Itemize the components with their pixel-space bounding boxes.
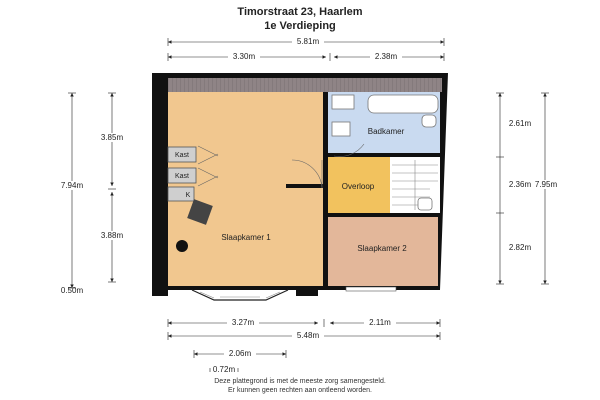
dim-top-right: 2.38m — [374, 52, 398, 61]
roof-strip — [168, 78, 442, 92]
dim-left-lower: 3.88m — [100, 231, 124, 240]
building — [152, 73, 448, 300]
dim-right-upper: 2.61m — [508, 119, 532, 128]
label-meter: K — [185, 192, 191, 199]
dim-bottom-total: 5.48m — [296, 331, 320, 340]
bottom-dimensions — [168, 318, 440, 374]
dim-bottom-small: 0.72m — [212, 365, 236, 374]
label-bedroom-2: Slaapkamer 2 — [357, 244, 407, 253]
window-bedroom-2 — [346, 287, 396, 291]
dim-right-total: 7.95m — [534, 180, 558, 189]
dim-bottom-right: 2.11m — [369, 318, 391, 327]
dim-bottom-bay: 2.06m — [228, 349, 252, 358]
dim-left-total: 7.94m — [60, 181, 84, 190]
label-landing: Overloop — [341, 182, 375, 191]
label-closet-2: Kast — [174, 173, 190, 180]
floor-subtitle: 1e Verdieping — [264, 20, 336, 32]
sink-upper — [332, 95, 354, 109]
bathtub — [368, 95, 438, 113]
dim-bottom-left: 3.27m — [231, 318, 255, 327]
dim-top-left: 3.30m — [232, 52, 256, 61]
label-closet-1: Kast — [174, 152, 190, 159]
right-dimensions — [496, 93, 562, 284]
label-bedroom-1: Slaapkamer 1 — [221, 233, 271, 242]
dim-left-bottom: 0.50m — [60, 286, 84, 295]
dim-right-lower: 2.82m — [508, 243, 532, 252]
sink-lower — [332, 122, 350, 136]
left-dimensions — [56, 93, 128, 295]
label-bathroom: Badkamer — [367, 127, 405, 136]
top-dimensions — [168, 37, 444, 61]
dim-right-middle: 2.36m — [508, 180, 532, 189]
heater-pipe-icon — [176, 240, 188, 252]
toilet — [422, 115, 436, 127]
dim-top-total: 5.81m — [296, 37, 320, 46]
disclaimer-line-1: Deze plattegrond is met de meeste zorg samengesteld. — [214, 378, 386, 385]
dim-left-upper: 3.85m — [100, 133, 124, 142]
disclaimer-line-2: Er kunnen geen rechten aan ontleend worden. — [228, 387, 372, 394]
plan-title: Timorstraat 23, Haarlem — [237, 6, 363, 18]
